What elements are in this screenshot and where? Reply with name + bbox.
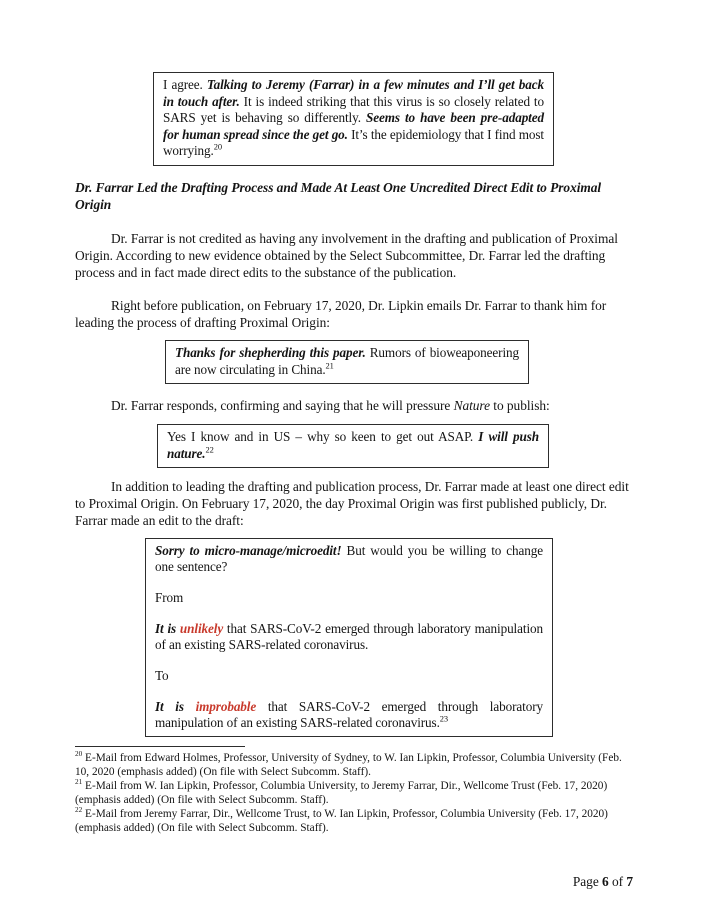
footnotes-section xyxy=(75,751,633,835)
quote-edit-from-label: From xyxy=(155,590,184,606)
footnote-22: $^{22}$ E-Mail from Jeremy Farrar, Dir., Wellcome Trust, to W. Ian Lipkin, Professor, Columbia University (Feb. 17, 2020) (emphasis added) (On file with Select Subcomm. Staff). xyxy=(75,806,608,835)
quote-yes-text: Yes I know and in US – why so keen to get out ASAP. I will push nature.$^{22}$ xyxy=(167,429,539,461)
quote-box-push-nature xyxy=(157,424,549,468)
page-number: Page 6 of 7 xyxy=(572,874,633,890)
footnote-separator xyxy=(75,746,245,747)
paragraph-direct-edit: In addition to leading the drafting and publication process, Dr. Farrar made at least one direct edit to Proximal Origin. On February 17, 2020, the day Proximal Origin was first published publicly, Dr. Farrar made an edit to the draft: xyxy=(75,479,629,529)
paragraph-farrar-not-credited: Dr. Farrar is not credited as having any involvement in the drafting and publication of Proximal Origin. According to new evidence obtained by the Select Subcommittee, Dr. Farrar led the drafting process and in fact made direct edits to the substance of the publication. xyxy=(75,230,618,280)
quote-box-holmes-email xyxy=(153,72,554,166)
footnote-21: $^{21}$ E-Mail from W. Ian Lipkin, Professor, Columbia University, to Jeremy Farrar, Dir., Wellcome Trust (Feb. 17, 2020) (emphasis added) (On file with Select Subcomm. Staff). xyxy=(75,778,608,807)
quote-holmes-text: I agree. Talking to Jeremy (Farrar) in a few minutes and I’ll get back in touch after. It is indeed striking that this virus is so closely related to SARS yet is behaving so differently. Seems to have been pre-adapted for human spread since the get go. It’s the epidemiology that I find most worrying.$^{20}$ xyxy=(163,77,544,159)
paragraph-farrar-responds: Dr. Farrar responds, confirming and saying that he will pressure Nature to publish: xyxy=(111,398,550,414)
quote-edit-unlikely-sentence: It is unlikely that SARS-CoV-2 emerged through laboratory manipulation of an existing SARS-related coronavirus. xyxy=(155,621,543,653)
quote-box-thanks-shepherding xyxy=(165,340,529,384)
quote-thanks-text: Thanks for shepherding this paper. Rumors of bioweaponeering are now circulating in China.$^{21}$ xyxy=(175,344,520,377)
section-heading: Dr. Farrar Led the Drafting Process and Made At Least One Uncredited Direct Edit to Proximal Origin xyxy=(75,179,602,212)
footnote-20: $^{20}$ E-Mail from Edward Holmes, Professor, University of Sydney, to W. Ian Lipkin, Professor, Columbia University (Feb. 10, 2020 (emphasis added) (On file with Select Subcomm. Staff). xyxy=(75,750,622,779)
quote-edit-improbable-sentence: It is improbable that SARS-CoV-2 emerged through laboratory manipulation of an existing SARS-related coronavirus.$^{23}$ xyxy=(155,699,543,731)
paragraph-lipkin-emails: Right before publication, on February 17, 2020, Dr. Lipkin emails Dr. Farrar to thank him for leading the process of drafting Proximal Origin: xyxy=(75,297,607,330)
quote-edit-intro: Sorry to micro-manage/microedit! But would you be willing to change one sentence? xyxy=(155,543,543,575)
quote-box-microedit xyxy=(145,538,553,737)
quote-edit-to-label: To xyxy=(155,668,169,684)
